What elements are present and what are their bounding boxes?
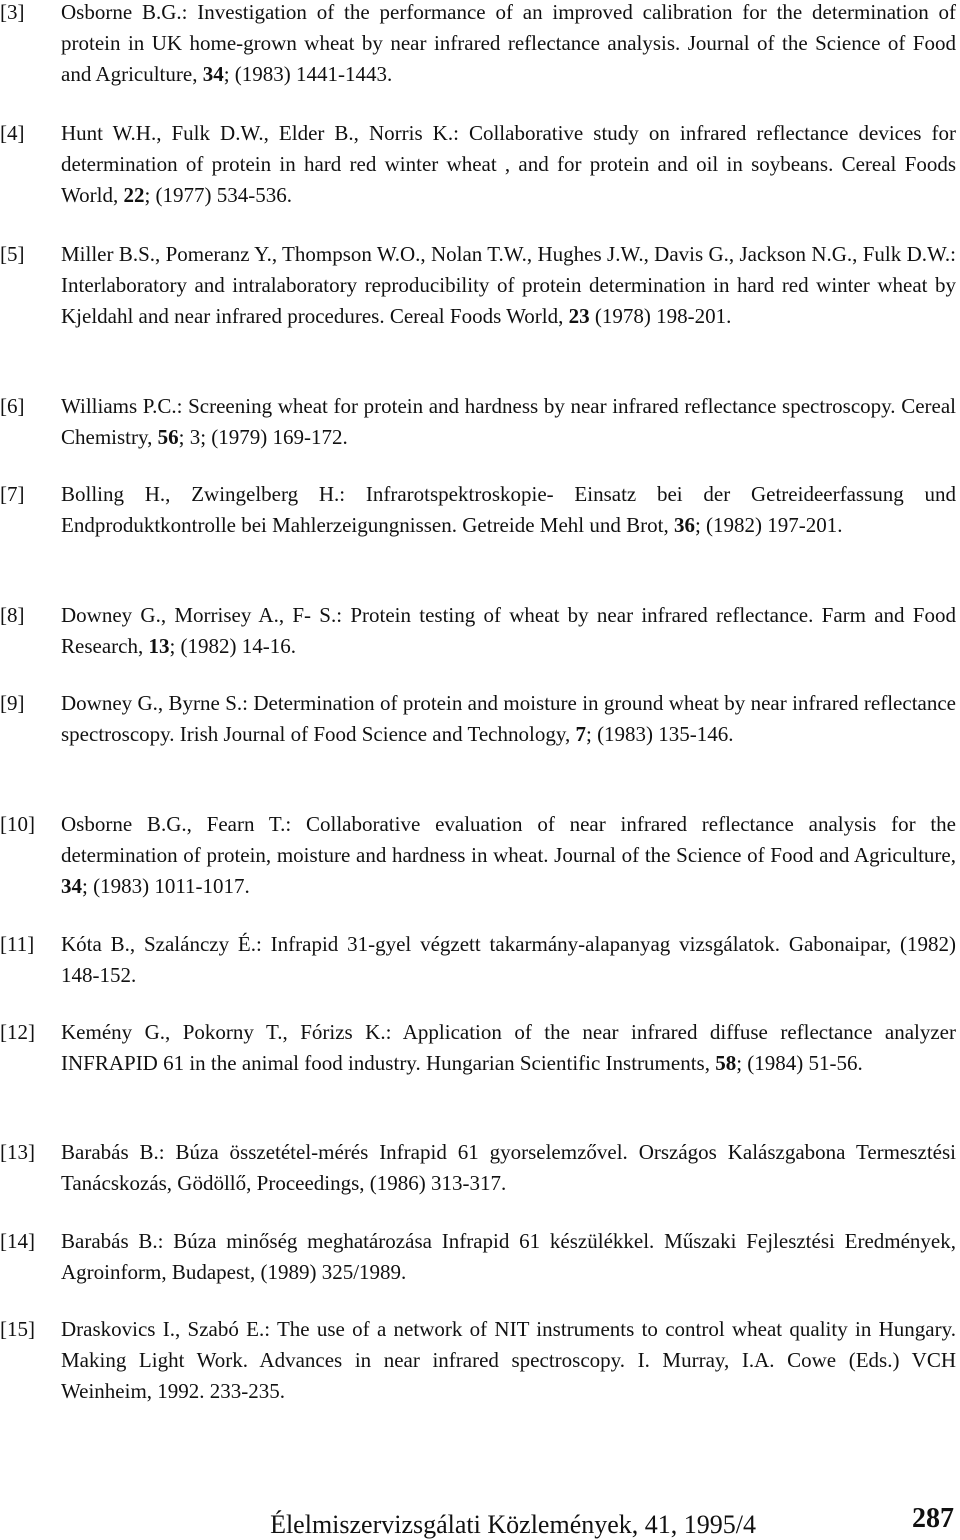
reference-text bbox=[61, 239, 956, 332]
reference-number: [8] bbox=[0, 603, 25, 627]
reference-number: [4] bbox=[0, 121, 25, 145]
reference-text bbox=[61, 1226, 956, 1288]
reference-segment: Miller B.S., Pomeranz Y., Thompson W.O., Nolan T.W., Hughes J.W., Davis G., Jackson N.G., Fulk D.W.: Interlaboratory and intralaboratory reproducibility of protein determination in hard red winter wheat by Kjeldahl and near infrared procedures. Cereal Foods World, bbox=[61, 242, 956, 328]
reference-number: [12] bbox=[0, 1020, 35, 1044]
volume-number: 58 bbox=[715, 1051, 737, 1075]
volume-number: 23 bbox=[568, 304, 590, 328]
reference-number: [13] bbox=[0, 1140, 35, 1164]
reference-number: [10] bbox=[0, 812, 35, 836]
reference-segment: Draskovics I., Szabó E.: The use of a network of NIT instruments to control wheat quality in Hungary. Making Light Work. Advances in near infrared spectroscopy. I. Murray, I.A. Cowe (Eds.) VCH Weinheim, 1992. 233-235. bbox=[61, 1317, 956, 1403]
volume-number: 34 bbox=[202, 62, 224, 86]
volume-number: 36 bbox=[673, 513, 695, 537]
reference-segment: ; (1983) 1441-1443. bbox=[223, 62, 393, 86]
reference-segment: Downey G., Byrne S.: Determination of protein and moisture in ground wheat by near infrared reflectance spectroscopy. Irish Journal of Food Science and Technology, bbox=[61, 691, 956, 746]
reference-number: [11] bbox=[0, 932, 35, 956]
volume-number: 13 bbox=[148, 634, 170, 658]
reference-segment: ; (1982) 14-16. bbox=[169, 634, 297, 658]
reference-number: [15] bbox=[0, 1317, 35, 1341]
reference-text bbox=[61, 600, 956, 662]
reference-segment: ; (1984) 51-56. bbox=[736, 1051, 863, 1075]
reference-segment: Kemény G., Pokorny T., Fórizs K.: Application of the near infrared diffuse reflectance analyzer INFRAPID 61 in the animal food industry. Hungarian Scientific Instruments, bbox=[61, 1020, 956, 1075]
reference-text bbox=[61, 688, 956, 750]
reference-segment: ; (1983) 1011-1017. bbox=[82, 874, 250, 898]
reference-number: [9] bbox=[0, 691, 25, 715]
reference-text bbox=[61, 391, 956, 453]
reference-text bbox=[61, 1314, 956, 1407]
reference-number: [5] bbox=[0, 242, 25, 266]
reference-number: [6] bbox=[0, 394, 25, 418]
page-number: 287 bbox=[912, 1503, 954, 1534]
reference-text bbox=[61, 0, 956, 90]
reference-number: [7] bbox=[0, 482, 25, 506]
volume-number: 7 bbox=[575, 722, 586, 746]
page-footer bbox=[0, 1500, 960, 1540]
journal-citation: Élelmiszervizsgálati Közlemények, 41, 1995/4 bbox=[270, 1510, 756, 1539]
reference-segment: Barabás B.: Búza összetétel-mérés Infrapid 61 gyorselemzővel. Országos Kalászgabona Termesztési Tanácskozás, Gödöllő, Proceedings, (1986) 313-317. bbox=[61, 1140, 956, 1195]
reference-segment: ; (1983) 135-146. bbox=[585, 722, 734, 746]
volume-number: 56 bbox=[157, 425, 179, 449]
reference-segment: Barabás B.: Búza minőség meghatározása Infrapid 61 készülékkel. Műszaki Fejlesztési Eredmények, Agroinform, Budapest, (1989) 325/1989. bbox=[61, 1229, 956, 1284]
reference-text bbox=[61, 929, 956, 991]
volume-number: 34 bbox=[61, 874, 82, 898]
reference-segment: Osborne B.G.: Investigation of the performance of an improved calibration for the determination of protein in UK home-grown wheat by near infrared reflectance analysis. Journal of the Science of Food and Agriculture, bbox=[61, 0, 956, 86]
reference-segment: ; (1982) 197-201. bbox=[694, 513, 843, 537]
reference-text bbox=[61, 118, 956, 211]
reference-number: [14] bbox=[0, 1229, 35, 1253]
reference-text bbox=[61, 809, 956, 902]
reference-text bbox=[61, 479, 956, 541]
reference-number: [3] bbox=[0, 0, 25, 24]
reference-segment: Osborne B.G., Fearn T.: Collaborative evaluation of near infrared reflectance analysis for the determination of protein, moisture and hardness in wheat. Journal of the Science of Food and Agriculture, bbox=[61, 812, 956, 867]
reference-segment: Downey G., Morrisey A., F- S.: Protein testing of wheat by near infrared reflectance. Farm and Food Research, bbox=[61, 603, 956, 658]
reference-segment: Bolling H., Zwingelberg H.: Infrarotspektroskopie- Einsatz bei der Getreideerfassung und Endproduktkontrolle bei Mahlerzeigungnissen. Getreide Mehl und Brot, bbox=[61, 482, 956, 537]
reference-segment: Kóta B., Szalánczy É.: Infrapid 31-gyel végzett takarmány-alapanyag vizsgálatok. Gabonaipar, (1982) 148-152. bbox=[61, 932, 956, 987]
reference-segment: (1978) 198-201. bbox=[589, 304, 732, 328]
reference-text bbox=[61, 1137, 956, 1199]
reference-segment: ; 3; (1979) 169-172. bbox=[178, 425, 348, 449]
reference-segment: Hunt W.H., Fulk D.W., Elder B., Norris K.: Collaborative study on infrared reflectance devices for determination of protein in hard red winter wheat , and for protein and oil in soybeans. Cereal Foods World, bbox=[61, 121, 956, 207]
reference-segment: ; (1977) 534-536. bbox=[144, 183, 293, 207]
reference-segment: Williams P.C.: Screening wheat for protein and hardness by near infrared reflectance spectroscopy. Cereal Chemistry, bbox=[61, 394, 956, 449]
volume-number: 22 bbox=[123, 183, 145, 207]
reference-text bbox=[61, 1017, 956, 1079]
